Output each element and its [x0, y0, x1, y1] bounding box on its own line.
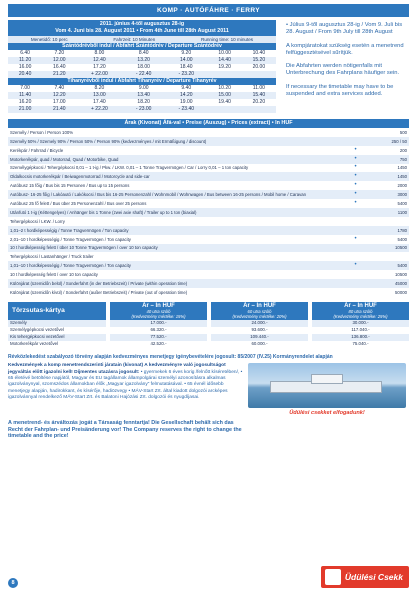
season-card-section — [8, 302, 409, 348]
departure-time: 6.40 — [8, 50, 42, 57]
price-description: Különjárat (üzemidőn belül) / Sonderfahrt (in der Betriebszeit) / Private (within operation time) — [8, 279, 347, 288]
departure-time: 17.00 — [42, 99, 76, 106]
departure-time: 13.20 — [122, 57, 165, 64]
departure-time: 19.00 — [165, 99, 208, 106]
price-description: Személy 50% / Szemely 90% / Person 50% / Person 90% (kedvezményes / mit Ermäßigung / discount) — [8, 137, 347, 146]
timetable-date-hu: 2011. június 4-től augusztus 28-ig — [99, 21, 185, 27]
price-value: 10500 — [364, 270, 409, 279]
price-description: 1,01–10 t hordképességig / Tonne Tragvermögen / Ton capacity — [8, 261, 347, 270]
season-card-row — [8, 341, 409, 348]
price-description: Személy / Person / Person 100% — [8, 128, 347, 137]
season-card-table — [8, 302, 409, 348]
price-row — [8, 172, 409, 181]
footer-note: A menetrend- és árváltozás jogát a Társaság fenntartja! Die Gesellschaft behält sich das Recht der Fahrplan- und Preisänderung vor! The Company reserves the right to change the timetable and the price! — [8, 420, 242, 440]
page-number: 8 — [8, 578, 18, 588]
season-card-title: Törzsutas-kártya — [8, 302, 106, 320]
discount-text — [8, 363, 244, 416]
season-card-row — [8, 320, 409, 327]
price-marker — [347, 217, 363, 226]
season-card-price: 60.000.- — [211, 341, 308, 348]
price-value: 10500 — [364, 244, 409, 253]
price-row — [8, 261, 409, 270]
departure-time: 9.00 — [122, 85, 165, 92]
timetable-row — [8, 71, 276, 78]
departure-time: 18.40 — [165, 64, 208, 71]
price-marker — [347, 270, 363, 279]
departure-time: - 23.40 — [165, 106, 208, 113]
price-row — [8, 146, 409, 155]
season-card-label: Motorkerékpár vezetővel — [8, 341, 106, 348]
price-list — [8, 119, 409, 297]
departure-time: 11.00 — [242, 85, 276, 92]
season-card-price: 93.600.- — [211, 327, 308, 334]
price-value: 250 / 50 — [364, 137, 409, 146]
timetable-row — [8, 99, 276, 106]
departure-time: 13.00 — [76, 92, 122, 99]
price-marker — [347, 279, 363, 288]
departure-time: 11.20 — [8, 57, 42, 64]
departure-time: 8.20 — [76, 85, 122, 92]
route-szantod-header: Szántódrévből indul / Abfahrt Szántódrév / Departure Szántódrév — [8, 43, 276, 50]
departure-time: 15.40 — [242, 92, 276, 99]
departure-time: 16.40 — [42, 64, 76, 71]
price-marker: • — [347, 181, 363, 190]
timetable-row — [8, 57, 276, 64]
price-description: 10 t hordképesség felett / über 10 Tonne Tragvermögen / over 10 ton capacity — [8, 244, 347, 253]
departure-time: 7.40 — [42, 85, 76, 92]
price-description: Kerékpár / Fahrrad / Bicycle — [8, 146, 347, 155]
route-tihany-table — [8, 85, 276, 113]
price-row — [8, 270, 409, 279]
departure-time — [242, 71, 276, 78]
departure-time: 10.20 — [208, 85, 242, 92]
holiday-voucher-label: Üdülési Csekk — [344, 572, 403, 582]
price-row — [8, 128, 409, 137]
price-row — [8, 226, 409, 235]
price-row — [8, 155, 409, 164]
price-value: 3000 — [364, 190, 409, 199]
departure-time: 20.20 — [242, 99, 276, 106]
side-notes — [282, 20, 404, 113]
price-row — [8, 137, 409, 146]
season-card-row — [8, 327, 409, 334]
price-value — [364, 252, 409, 261]
card-col-80: Ár – In HUF 80 utra szóló (Kedvezmény mértéke: 25%) — [312, 302, 409, 320]
departure-time: 21.20 — [42, 71, 76, 78]
departure-time — [208, 71, 242, 78]
season-card-row — [8, 334, 409, 341]
route-tihany-header: Tihanyrévből indul / Abfahrt Tihanyrév / Departure Tihanyrév — [8, 78, 276, 85]
timetable-row — [8, 92, 276, 99]
departure-time: 14.40 — [208, 57, 242, 64]
departure-time: 16.20 — [8, 99, 42, 106]
price-marker — [347, 244, 363, 253]
departure-time: 18.00 — [122, 64, 165, 71]
departure-time: 21.40 — [42, 106, 76, 113]
price-description: Tehergépkocsi / Lastanhänger / Truck trailer — [8, 252, 347, 261]
season-card-price: 42.520.- — [110, 341, 207, 348]
price-row — [8, 217, 409, 226]
departure-time: 18.20 — [122, 99, 165, 106]
price-marker: • — [347, 172, 363, 181]
season-card-price: 136.800.- — [312, 334, 409, 341]
timetable-row — [8, 64, 276, 71]
departure-time: 7.00 — [8, 85, 42, 92]
timetable-row — [8, 50, 276, 57]
departure-time: - 22.40 — [122, 71, 165, 78]
card-col-60: Ár – In HUF 60 utra szóló (Kedvezmény mértéke: 20%) — [211, 302, 308, 320]
departure-time: + 22.00 — [76, 71, 122, 78]
price-row — [8, 208, 409, 217]
note-de: Die Abfahrten werden nötigenfalls mit Unterbrechung des Fahrplans häufiger sein. — [286, 63, 400, 77]
bottom-section — [8, 363, 409, 416]
departure-time: - 23.00 — [122, 106, 165, 113]
price-row — [8, 244, 409, 253]
price-row — [8, 252, 409, 261]
price-description: Motorkerékpár, quad / Motorrad, Quad / Motorbike, Quad — [8, 155, 347, 164]
price-description: Oldalkocsis motorkerékpár / Beiwagenmotorrad / Motorcycle and side-car — [8, 172, 347, 181]
departure-time — [242, 106, 276, 113]
price-marker — [347, 128, 363, 137]
discount-lead: Kedvezmények a komp menetrendszerinti járatain (kivonat) A kedvezményre való jogosultságot jegyváltás előtt igazolni kell! Díjmentes utazásra jogosult: — [8, 363, 226, 375]
departure-time: 11.40 — [8, 92, 42, 99]
season-card-price: 24.000.- — [211, 320, 308, 327]
price-marker: • — [347, 199, 363, 208]
promo-caption: Üdülési csekket elfogadunk! — [289, 410, 365, 417]
season-card-price: 66.320.- — [110, 327, 207, 334]
promo-box — [248, 363, 406, 416]
price-description: Autóbusz 15 főig / Bus bis 15 Personen / Bus up to 15 persons — [8, 181, 347, 190]
season-card-price: 77.520.- — [110, 334, 207, 341]
price-value: 5400 — [364, 199, 409, 208]
season-card-label: Kis tehergépkocsi vezetővel — [8, 334, 106, 341]
departure-time: 16.00 — [8, 64, 42, 71]
price-table — [8, 128, 409, 297]
price-value: 1450 — [364, 172, 409, 181]
price-marker — [347, 226, 363, 235]
departure-time: 9.20 — [165, 50, 208, 57]
price-value: 1450 — [364, 164, 409, 173]
note-en: If necessary the timetable may have to be suspended and extra services added. — [286, 83, 394, 98]
discount-notice: Révközlekedést szabályozó törvény alapján kedvezményes menetjegy igénybevételére jogosult: 85/2007 (IV.25) Kormányrendelet alapján — [8, 353, 333, 360]
price-description: Utánfutó 1 t-ig (Kéttengelyes) / Anhänger bis 1 Tonne (zwei axie shaft) / Trailer up to 1 ton (biaxial) — [8, 208, 347, 217]
timetable — [8, 20, 276, 113]
running-time-hu: Menetidő: 10 perc — [30, 37, 68, 42]
price-value: 1100 — [364, 208, 409, 217]
departure-time: 8.00 — [76, 50, 122, 57]
running-time-en: Running time: 10 minutes — [201, 37, 254, 42]
price-row — [8, 190, 409, 199]
departure-time: 10.40 — [242, 50, 276, 57]
price-marker: • — [347, 146, 363, 155]
price-value: 750 — [364, 155, 409, 164]
season-card-label: Személy — [8, 320, 106, 327]
price-marker — [347, 137, 363, 146]
price-marker: • — [347, 261, 363, 270]
price-marker — [347, 288, 363, 297]
running-time-de: Fahrzeit: 10 Minuten — [113, 37, 156, 42]
price-value: 1780 — [364, 226, 409, 235]
departure-time: 12.00 — [42, 57, 76, 64]
price-description: Autóbusz- 16-25 főig / Lakóautó / Lakókocsi / Bus bis 16-25 Personenzahl / Wohnmobil / Wohnwagen / Bus between 16-25 persons / Mobil home / Caravan — [8, 190, 347, 199]
price-description: 2,01–10 t hordképességig / Tonne Tragvermögen / Ton capacity — [8, 235, 347, 244]
price-description: 10 t hordképesség felett / over 10 ton capacity — [8, 270, 347, 279]
price-marker: • — [347, 155, 363, 164]
price-value: 200 — [364, 146, 409, 155]
price-value: 50000 — [364, 288, 409, 297]
price-description: Autóbusz 25 fő felett / Bus über 25 Personenzahl / Bus over 25 persons — [8, 199, 347, 208]
departure-time: 14.00 — [165, 57, 208, 64]
price-row — [8, 288, 409, 297]
season-card-price: 30.000.- — [312, 320, 409, 327]
voucher-icon — [325, 569, 341, 585]
departure-time: 12.20 — [42, 92, 76, 99]
departure-time: 14.20 — [165, 92, 208, 99]
route-szantod-table — [8, 50, 276, 78]
season-card-price: 109.440.- — [211, 334, 308, 341]
ferry-photo — [248, 363, 406, 408]
holiday-voucher-logo — [321, 566, 409, 588]
departure-time: 19.40 — [208, 99, 242, 106]
season-card-price: 117.040.- — [312, 327, 409, 334]
timetable-date — [8, 20, 276, 36]
price-value: 500 — [364, 128, 409, 137]
price-description: Tehergépkocsi / LKW. / Lorry — [8, 217, 347, 226]
price-row — [8, 181, 409, 190]
price-description: 1,01–2 t hordképességig / Tonne Tragvermögen / Ton capacity — [8, 226, 347, 235]
timetable-date-multi: Vom 4. Juni bis 28. August 2011 • From 4th June till 28th August 2011 — [55, 28, 229, 34]
discount-body: • gyermekek 6 éves korig /felnőtt kíséretében/, • 65 életévé betöltése napjától, Magyar és EU tagállamok állampolgárai személyi azonosításra alkalmas igazolványnyal, szomszédos államokban élők „Magyar igazolvány” felmutatásával. • 65 évnél idősebb menetjegy alapján, hadirokkant, és kísérője, hadiözvegy • MÁV-Start Zrt. által kiadott dolgozói arcképes igazolvánnyal rendelkező MÁV-Start Zrt. és Balatoni Hajózási Zrt. dolgozói és nyugdíjasai. — [8, 369, 243, 401]
price-marker — [347, 252, 363, 261]
season-card-label: Személygépkocsi vezetővel — [8, 327, 106, 334]
departure-time: 13.40 — [122, 92, 165, 99]
departure-time: 12.40 — [76, 57, 122, 64]
price-row — [8, 235, 409, 244]
price-description: Személygépkocsi / Tehergépkocsi 0,01 – 1 t-ig / Pkw. / LKW. 0,01 – 1 Tonne Tragvermögen / Car / Lorry 0,01 – 1 ton capacity — [8, 164, 347, 173]
price-row — [8, 164, 409, 173]
price-description: Különjárat (üzemidőn kívül) / Sonderfahrt (außer Betriebszeit) / Private (out of operation time) — [8, 288, 347, 297]
price-row — [8, 279, 409, 288]
schedule-section — [8, 20, 409, 113]
departure-time: + 22.20 — [76, 106, 122, 113]
season-card-price: 17.000.- — [110, 320, 207, 327]
departure-time: 8.40 — [122, 50, 165, 57]
departure-time: 21.00 — [8, 106, 42, 113]
departure-time: 17.40 — [76, 99, 122, 106]
price-list-heading: Árak (Kivonat) Áfá-val • Preise (Auszug) • Prices (extract) • In HUF — [8, 119, 409, 128]
page-header: KOMP · AUTÓFÁHRE · FERRY — [8, 4, 409, 17]
season-card-price: 75.040.- — [312, 341, 409, 348]
departure-time: 15.00 — [208, 92, 242, 99]
price-row — [8, 199, 409, 208]
departure-time: 20.40 — [8, 71, 42, 78]
departure-time — [208, 106, 242, 113]
ferry-icon — [270, 381, 382, 393]
price-value: 5400 — [364, 261, 409, 270]
departure-time: 10.00 — [208, 50, 242, 57]
note-july: • Július 9-től augusztus 28-ig / Vom 9. Juli bis 28. August / From 9th July till 28th August — [286, 22, 403, 36]
price-marker: • — [347, 164, 363, 173]
price-marker: • — [347, 235, 363, 244]
price-value: 45000 — [364, 279, 409, 288]
price-value: 5400 — [364, 235, 409, 244]
price-marker: • — [347, 190, 363, 199]
price-value — [364, 217, 409, 226]
card-col-40: Ár – In HUF 40 utra szóló (Kedvezmény mértéke: 15%) — [110, 302, 207, 320]
timetable-row — [8, 85, 276, 92]
departure-time: 15.20 — [242, 57, 276, 64]
timetable-meta — [8, 36, 276, 43]
departure-time: 20.00 — [242, 64, 276, 71]
price-value: 2000 — [364, 181, 409, 190]
departure-time: 7.20 — [42, 50, 76, 57]
price-marker — [347, 208, 363, 217]
timetable-row — [8, 106, 276, 113]
departure-time: 19.20 — [208, 64, 242, 71]
departure-time: 17.20 — [76, 64, 122, 71]
note-hu: A kompjáratokat szükség esetén a menetrend felfüggesztésével sűrítjük. — [286, 42, 404, 56]
departure-time: 9.40 — [165, 85, 208, 92]
departure-time: - 23.20 — [165, 71, 208, 78]
